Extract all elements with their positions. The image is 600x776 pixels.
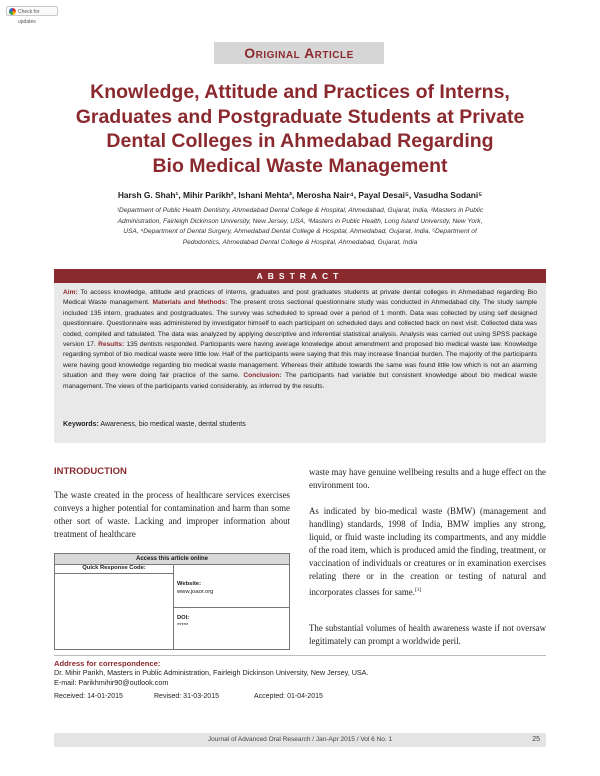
article-dates xyxy=(54,693,323,700)
aim-text: To access knowledge, attitude and practices of interns, graduates and post graduates students at private dental colleges in Ahmedabad regarding Bio Medical Waste management. xyxy=(63,289,537,307)
affiliations xyxy=(62,206,538,248)
website-label: Website: xyxy=(177,581,202,587)
title-line: Bio Medical Waste Management xyxy=(152,154,448,177)
introduction-heading: INTRODUCTION xyxy=(54,466,127,477)
correspondence-heading: Address for correspondence: xyxy=(54,659,161,668)
intro-right-paragraph-2-text: As indicated by bio-medical waste (BMW) (management and handling) standards, 1998 of India, BMW implies any strong, liquid, or fluid waste including its compartments, and any middle of the road item, which is produced amid the finding, treatment, or vaccination of individuals or creatures or in examination exercises relating there or in the creation or testing of natural and incorporates classes for same. xyxy=(309,506,546,597)
methods-text: The present cross sectional questionnaire study was conducted in Ahmedabad city. The study sample included 135 intern, graduates and postgraduates. The survey was scheduled to spread over a period of 1 month. Data was collected by using self designed questionnaire. Questionnaire was administered by investigator himself to each participant on scheduled days and collected back on next visit. Collected data was coded, compiled and tabulated. The data was analyzed by applying descriptive and inferential statistical analysis. Analysis was carried out using SPSS package version 17. xyxy=(63,299,537,349)
author-list: Harsh G. Shah¹, Mihir Parikh², Ishani Mehta³, Merosha Nair⁴, Payal Desai⁵, Vasudha Sodani⁵ xyxy=(117,190,483,200)
intro-right-paragraph-2 xyxy=(309,505,546,599)
intro-left-paragraph: The waste created in the process of healthcare services exercises conveys a higher potential for contamination and harm than some other sort of waste. Lacking and improper information about treatment of healthcare xyxy=(54,490,290,540)
abstract-box xyxy=(54,283,546,443)
conclusion-label: Conclusion: xyxy=(243,372,282,380)
journal-citation: Journal of Advanced Oral Research / Jan-Apr 2015 / Vol 6 No. 1 xyxy=(207,736,393,743)
title-line: Knowledge, Attitude and Practices of Interns, xyxy=(90,81,510,103)
revised-date: Revised: 31-03-2015 xyxy=(154,693,219,700)
aim-label: Aim: xyxy=(63,289,78,296)
qr-code-label: Quick Response Code: xyxy=(55,564,173,574)
affiliation-line: Administration, Fairleigh Dickinson University, New Jersey, USA, ³Masters in Public Health, Long Island University, New York, xyxy=(117,217,483,225)
affiliation-line: USA, ⁴Department of Dental Surgery, Ahmedabad Dental College & Hospital, Ahmedabad, Gujarat, India, ⁵Department of xyxy=(123,228,477,235)
affiliation-line: ¹Department of Public Health Dentistry, Ahmedabad Dental College & Hospital, Ahmedabad, Gujarat, India, ²Masters in Public xyxy=(116,207,484,214)
check-for-updates-label: Check for updates xyxy=(18,9,40,25)
keywords-text: Awareness, bio medical waste, dental students xyxy=(98,421,246,428)
accepted-date: Accepted: 01-04-2015 xyxy=(254,693,323,700)
doi-value: ***** xyxy=(177,623,189,629)
article-title xyxy=(40,80,560,178)
access-divider xyxy=(173,607,289,608)
abstract-heading: ABSTRACT xyxy=(54,269,546,283)
methods-label: Materials and Methods: xyxy=(152,299,228,307)
results-label: Results: xyxy=(98,341,125,349)
page-number: 25 xyxy=(532,736,540,743)
conclusion-text: The participants had variable but consistent knowledge about bio medical waste management. The views of the participants varied considerably, as inferred by the results. xyxy=(63,372,537,390)
website-block xyxy=(177,580,213,596)
title-line: Graduates and Postgraduate Students at Private xyxy=(75,105,525,128)
correspondence-address: Dr. Mihir Parikh, Masters in Public Administration, Fairleigh Dickinson University, New Jersey, USA. xyxy=(54,668,369,678)
received-date: Received: 14-01-2015 xyxy=(54,693,123,700)
keywords xyxy=(63,421,246,428)
website-link[interactable]: www.joaor.org xyxy=(177,589,214,595)
article-type-banner xyxy=(214,42,384,64)
access-online-box xyxy=(54,553,290,650)
doi-block xyxy=(177,614,189,630)
title-line: Dental Colleges in Ahmedabad Regarding xyxy=(106,130,494,152)
citation-ref[interactable]: [1] xyxy=(414,586,422,593)
qr-code-cell xyxy=(55,564,174,650)
intro-right-paragraph-3: The substantial volumes of health awareness waste if not oversaw legitimately can prompt a worldwide peril. xyxy=(309,623,546,647)
affiliation-line: Pedodontics, Ahmedabad Dental College & Hospital, Ahmedabad, Gujarat, India xyxy=(182,238,418,246)
keywords-label: Keywords: xyxy=(63,421,99,428)
article-type-label: Original Article xyxy=(244,45,354,61)
correspondence-email[interactable]: E-mail: Parikhmihir90@outlook.com xyxy=(54,677,169,687)
results-text: 135 dentists responded. Participants were having average knowledge about amendment and proposed bio medical waste law. Knowledge regarding symbol of bio medical waste were little low. Half of the participants were saying that this may increase financial burden. The majority of the participants were having good knowledge regarding bio medical waste management. Whereas their attitude towards the same was found little low which is not an alarming situation and they were doing fair practice of the same. xyxy=(63,341,537,380)
intro-right-paragraph-1: waste may have genuine wellbeing results and a huge effect on the environment too. xyxy=(309,467,546,491)
doi-label: DOI: xyxy=(177,615,190,621)
check-for-updates-badge[interactable] xyxy=(6,6,58,25)
update-icon xyxy=(9,8,16,15)
divider xyxy=(54,655,546,656)
access-heading: Access this article online xyxy=(55,554,289,565)
correspondence xyxy=(54,659,546,687)
abstract-text xyxy=(63,288,537,392)
page-footer xyxy=(54,733,546,747)
